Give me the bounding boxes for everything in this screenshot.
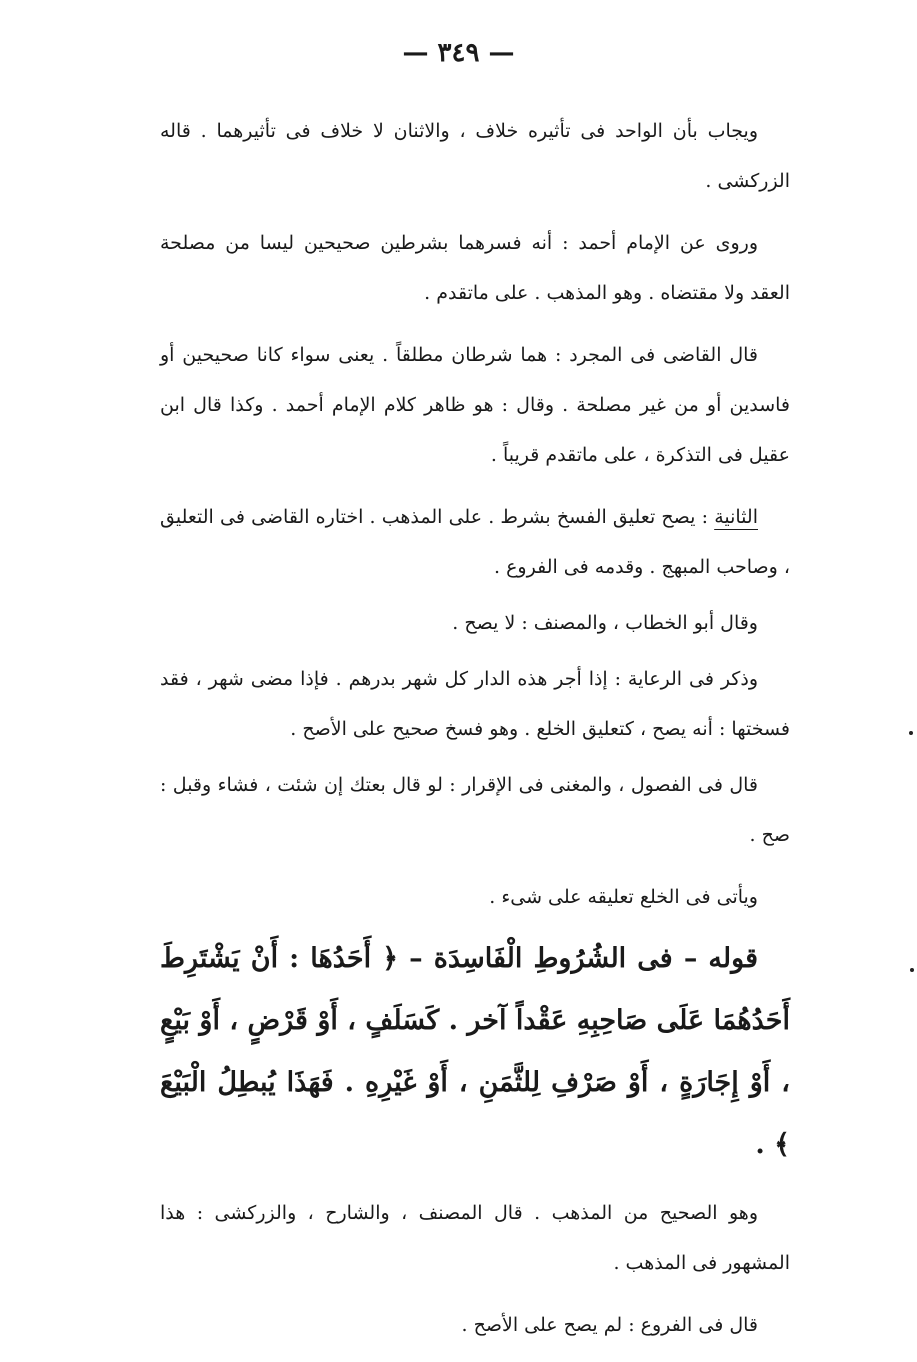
paragraph-3: قال القاضى فى المجرد : هما شرطان مطلقاً . يعنى سواء كانا صحيحين أو فاسدين أو من غير مصلحة . وقال : هو ظاهر كلام الإمام أحمد . وكذا قال ابن عقيل فى التذكرة ، على ماتقدم قريباً . — [160, 344, 790, 466]
paragraph-8: ويأتى فى الخلع تعليقه على شىء . — [489, 886, 758, 908]
paragraph-4-text: : يصح تعليق الفسخ بشرط . على المذهب . اختاره القاضى فى التعليق ، وصاحب المبهج . وقدمه فى الفروع . — [160, 506, 790, 578]
paragraph-9: وهو الصحيح من المذهب . قال المصنف ، والشارح ، والزركشى : هذا المشهور فى المذهب . — [160, 1202, 790, 1274]
paragraph-5: وقال أبو الخطاب ، والمصنف : لا يصح . — [452, 612, 758, 634]
paragraph-4-lead-word: الثانية — [714, 506, 758, 528]
margin-dot-mark — [910, 968, 914, 972]
paragraph-7: قال فى الفصول ، والمغنى فى الإقرار : لو قال بعتك إن شئت ، فشاء وقبل : صح . — [160, 774, 790, 846]
paragraph-6: وذكر فى الرعاية : إذا أجر هذه الدار كل شهر بدرهم . فإذا مضى شهر ، فقد فسختها : أنه يصح ، كتعليق الخلع . وهو فسخ صحيح على الأصح . — [160, 668, 790, 740]
paragraph-1: ويجاب بأن الواحد فى تأثيره خلاف ، والاثنان لا خلاف فى تأثيرهما . قاله الزركشى . — [160, 120, 790, 192]
paragraph-4 — [160, 492, 790, 592]
page-text — [160, 106, 790, 1362]
quoted-text-block: قوله – فى الشُرُوطِ الْفَاسِدَة – ﴿ أَحَدُهَا : أَنْ يَشْتَرِطَ أَحَدُهُمَا عَلَى صَاحِبِهِ عَقْداً آخر . كَسَلَفٍ ، أَوْ قَرْضٍ ، أَوْ بَيْعٍ ، أَوْ إِجَارَةٍ ، أَوْ صَرْفِ لِلثَّمَنِ ، أَوْ غَيْرِهِ . فَهَذَا يُبطِلُ الْبَيْعَ ﴾ . — [159, 943, 790, 1160]
paragraph-10: قال فى الفروع : لم يصح على الأصح . — [461, 1314, 758, 1336]
page-number: — ٣٤٩ — — [402, 38, 515, 68]
margin-dot-mark — [909, 731, 913, 735]
paragraph-2: وروى عن الإمام أحمد : أنه فسرهما بشرطين صحيحين ليسا من مصلحة العقد ولا مقتضاه . وهو المذهب . على ماتقدم . — [160, 232, 790, 304]
